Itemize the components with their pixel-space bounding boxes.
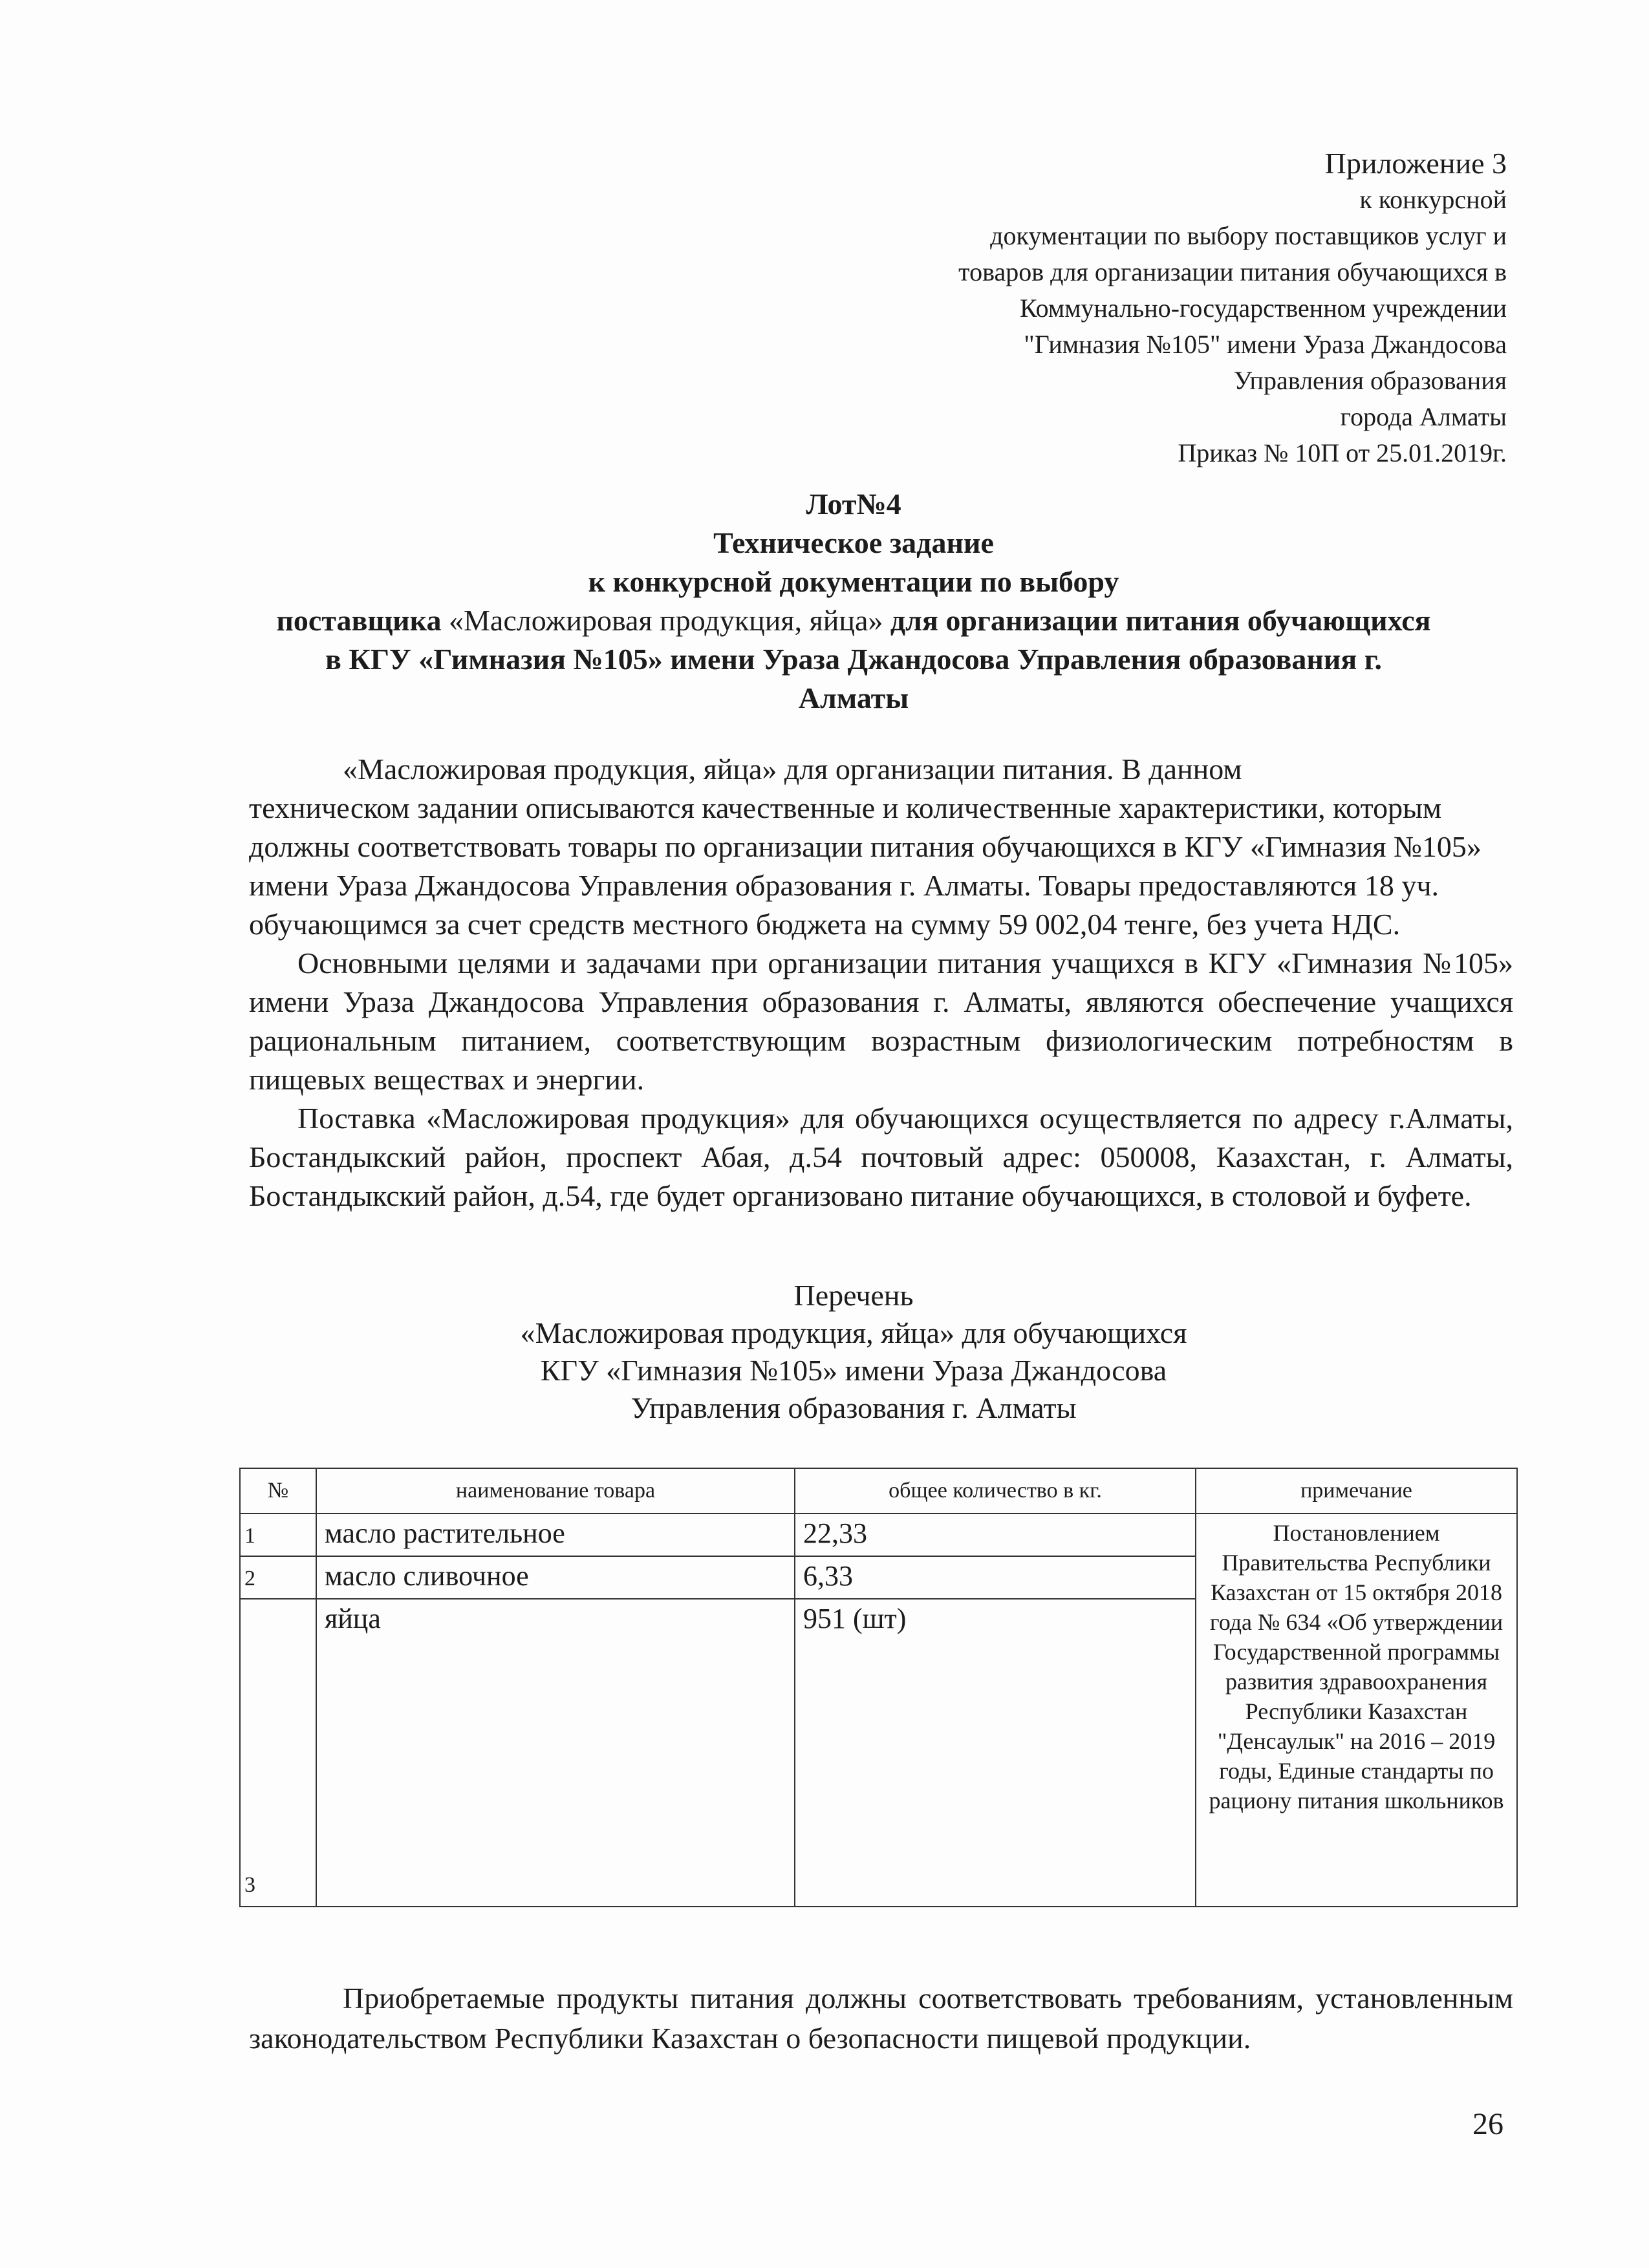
appendix-line: товаров для организации питания обучающихся в	[958, 257, 1507, 286]
product-quantity: 951 (шт)	[795, 1599, 1196, 1907]
heading-product-name: «Масложировая продукция, яйца»	[441, 604, 890, 637]
paragraph-delivery: Поставка «Масложировая продукция» для обучающихся осуществляется по адресу г.Алматы, Бостандыкский район, проспект Абая, д.54 почтовый адрес: 050008, Казахстан, г. Алматы, Бостандыкский район, д.54, где будет организовано питание обучающихся, в столовой и буфете.	[249, 1102, 1513, 1212]
heading-line-6: Алматы	[798, 681, 909, 714]
paragraph-first-line: «Масложировая продукция, яйца» для организации питания. В данном	[343, 753, 1242, 786]
heading-line-5: в КГУ «Гимназия №105» имени Ураза Джандосова Управления образования г.	[325, 643, 1382, 676]
header-cell: примечание	[1196, 1468, 1517, 1514]
appendix-line: Приложение 3	[1324, 147, 1507, 180]
product-quantity: 22,33	[795, 1514, 1196, 1556]
appendix-line: города Алматы	[1340, 402, 1507, 431]
paragraph-intro	[249, 750, 1491, 944]
items-table	[239, 1468, 1518, 1907]
heading-text: поставщика	[276, 604, 442, 637]
paragraph-goals: Основными целями и задачами при организации питания учащихся в КГУ «Гимназия №105» имени Ураза Джандосова Управления образования г. Алматы, являются обеспечение учащихся рациональным питанием, соответствующим возрастным физиологическим потребностям в пищевых веществах и энергии.	[249, 947, 1513, 1096]
list-title-line: Перечень	[793, 1279, 914, 1312]
document-heading	[194, 485, 1513, 718]
product-name: масло растительное	[316, 1514, 795, 1556]
product-name: яйца	[316, 1599, 795, 1907]
heading-line-4	[194, 601, 1513, 640]
list-title-line: «Масложировая продукция, яйца» для обучающихся	[520, 1316, 1187, 1349]
table-row	[240, 1514, 1517, 1556]
list-title-line: КГУ «Гимназия №105» имени Ураза Джандосова	[540, 1354, 1167, 1387]
appendix-line: Коммунально-государственном учреждении	[1019, 294, 1507, 323]
page-number: 26	[1472, 2107, 1503, 2141]
row-number: 1	[240, 1514, 316, 1556]
heading-text: для организации питания обучающихся	[890, 604, 1431, 637]
paragraph-rest: техническом задании описываются качественные и количественные характеристики, которым должны соответствовать товары по организации питания обучающихся в КГУ «Гимназия №105» имени Ураза Джандосова Управления образования г. Алматы. Товары предоставляются 18 уч. обучающимся за счет средств местного бюджета на сумму 59 002,04 тенге, без учета НДС.	[249, 791, 1482, 941]
header-cell: №	[240, 1468, 316, 1514]
list-title-line: Управления образования г. Алматы	[630, 1391, 1077, 1424]
appendix-line: Приказ № 10П от 25.01.2019г.	[1178, 438, 1507, 467]
row-number: 3	[240, 1599, 316, 1907]
closing-paragraph: Приобретаемые продукты питания должны соответствовать требованиям, установленным законодательством Республики Казахстан о безопасности пищевой продукции.	[249, 1982, 1513, 2055]
appendix-line: "Гимназия №105" имени Ураза Джандосова	[1024, 330, 1507, 359]
list-title	[194, 1277, 1513, 1427]
header-cell: общее количество в кг.	[795, 1468, 1196, 1514]
heading-subtitle: к конкурсной документации по выбору	[588, 565, 1119, 598]
row-number: 2	[240, 1556, 316, 1599]
appendix-line: Управления образования	[1233, 366, 1507, 395]
body-text	[249, 750, 1513, 1215]
appendix-line: к конкурсной	[1359, 185, 1507, 214]
lot-number: Лот№4	[806, 487, 901, 520]
table-header-row	[240, 1468, 1517, 1514]
product-quantity: 6,33	[795, 1556, 1196, 1599]
appendix-line: документации по выбору поставщиков услуг и	[990, 221, 1507, 250]
product-name: масло сливочное	[316, 1556, 795, 1599]
appendix-block	[958, 145, 1507, 471]
note-cell: Постановлением Правительства Республики Казахстан от 15 октября 2018 года № 634 «Об утверждении Государственной программы развития здравоохранения Республики Казахстан "Денсаулык" на 2016 – 2019 годы, Единые стандарты по рациону питания школьников	[1196, 1514, 1517, 1907]
header-cell: наименование товара	[316, 1468, 795, 1514]
heading-title: Техническое задание	[713, 526, 994, 559]
